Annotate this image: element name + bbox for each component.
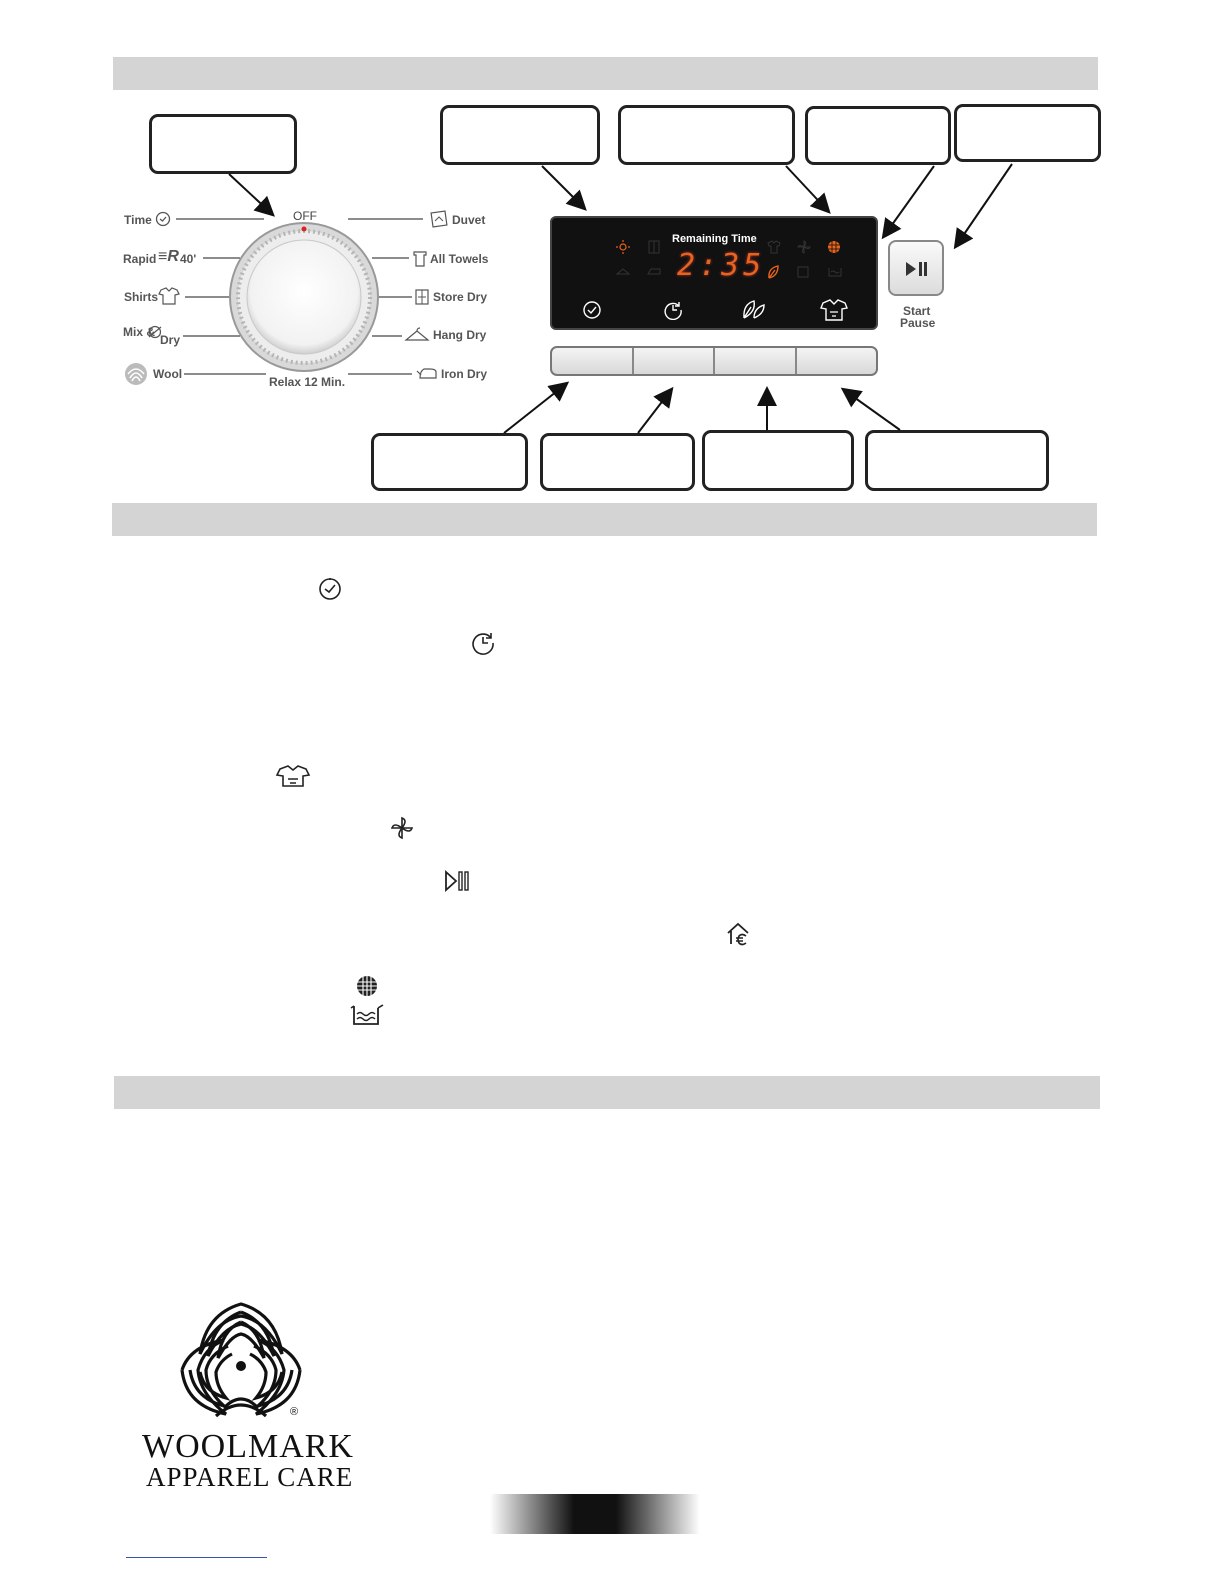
time-button[interactable] bbox=[552, 348, 634, 374]
play-pause-icon bbox=[443, 870, 471, 892]
hanger-indicator-icon bbox=[616, 266, 630, 276]
filter-grid-icon bbox=[355, 974, 379, 998]
iron-shirt-button[interactable] bbox=[797, 348, 877, 374]
woolmark-logo-icon bbox=[176, 1298, 306, 1422]
start-pause-button[interactable] bbox=[888, 240, 944, 296]
woolmark-subtitle: APPAREL CARE bbox=[146, 1462, 354, 1492]
start-label: Start bbox=[903, 304, 931, 318]
program-rapid-label: Rapid bbox=[123, 252, 157, 266]
rapid-r-icon: ≡R bbox=[158, 248, 179, 265]
arrow-button-1 bbox=[504, 384, 566, 433]
iron-icon bbox=[416, 366, 438, 382]
program-dial bbox=[230, 223, 378, 371]
program-time-label: Time bbox=[124, 213, 152, 227]
home-euro-icon bbox=[725, 921, 751, 947]
clock-icon bbox=[318, 577, 342, 601]
program-all-towels-label: All Towels bbox=[430, 252, 489, 266]
clock-icon bbox=[155, 211, 171, 227]
pause-label: Pause bbox=[900, 316, 936, 330]
registered-mark: ® bbox=[290, 1406, 299, 1418]
arrow-button-4 bbox=[844, 390, 900, 430]
program-mix-label: Mix & bbox=[123, 325, 156, 339]
towel-icon bbox=[412, 250, 428, 268]
program-wool-label: Wool bbox=[153, 367, 183, 381]
section-bar-bottom bbox=[114, 1076, 1100, 1109]
remaining-time-readout: 2:35 bbox=[677, 248, 766, 283]
arrow-display bbox=[786, 166, 828, 211]
dial-off-label: OFF bbox=[293, 209, 317, 223]
store-dry-icon bbox=[414, 288, 430, 306]
arrow-time-button bbox=[542, 166, 584, 208]
leaf-icon[interactable] bbox=[740, 298, 766, 320]
clock-icon[interactable] bbox=[582, 300, 602, 320]
delay-start-button[interactable] bbox=[634, 348, 716, 374]
page-footer-band bbox=[490, 1494, 700, 1534]
program-hang-dry-label: Hang Dry bbox=[433, 328, 487, 342]
program-rapid-suffix: 40' bbox=[180, 252, 197, 266]
eco-indicator-icon bbox=[766, 264, 780, 280]
fan-icon bbox=[390, 816, 414, 840]
shirt-icon bbox=[158, 287, 180, 305]
shirt-indicator-icon bbox=[766, 240, 782, 254]
program-mix-suffix: Dry bbox=[160, 333, 181, 347]
filter-indicator-icon bbox=[827, 240, 841, 254]
shirt-iron-icon bbox=[274, 764, 312, 788]
dial-relax-label: Relax 12 Min. bbox=[269, 375, 346, 389]
water-tank-icon bbox=[350, 1004, 384, 1026]
iron-indicator-icon bbox=[646, 266, 662, 276]
arrow-indicator bbox=[884, 166, 934, 236]
program-store-dry-label: Store Dry bbox=[433, 290, 488, 304]
duvet-icon bbox=[430, 210, 448, 228]
program-duvet-label: Duvet bbox=[452, 213, 486, 227]
tank-indicator-icon bbox=[827, 266, 843, 278]
program-iron-dry-label: Iron Dry bbox=[441, 367, 488, 381]
footer-underline bbox=[126, 1557, 267, 1558]
wool-icon bbox=[123, 362, 149, 386]
control-buttons-strip bbox=[550, 346, 878, 376]
square-indicator-icon bbox=[797, 266, 809, 278]
delay-start-icon[interactable] bbox=[663, 300, 683, 320]
control-display-panel bbox=[550, 216, 878, 330]
arrow-button-2 bbox=[638, 390, 671, 433]
cabinet-indicator-icon bbox=[648, 240, 660, 254]
sun-indicator-icon bbox=[616, 240, 630, 254]
hanger-icon bbox=[404, 327, 430, 343]
program-shirts-label: Shirts bbox=[124, 290, 159, 304]
remaining-time-title: Remaining Time bbox=[672, 233, 757, 245]
arrow-start-pause bbox=[956, 164, 1012, 246]
fan-indicator-icon bbox=[797, 240, 811, 254]
arrow-dial bbox=[229, 174, 272, 214]
eco-button[interactable] bbox=[715, 348, 797, 374]
delay-start-icon bbox=[470, 630, 496, 656]
woolmark-brand: WOOLMARK bbox=[142, 1428, 354, 1465]
play-pause-icon bbox=[904, 260, 930, 278]
shirt-iron-icon[interactable] bbox=[819, 298, 849, 322]
